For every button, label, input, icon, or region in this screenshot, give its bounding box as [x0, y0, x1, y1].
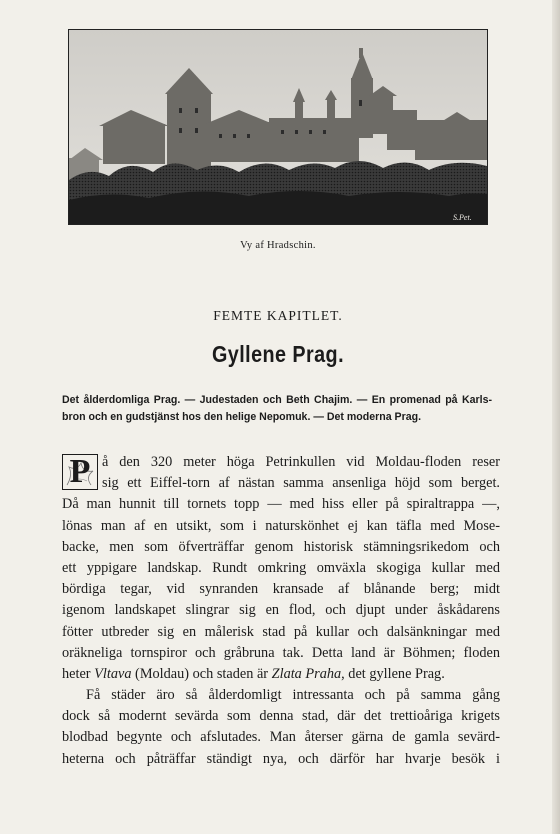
body-line-with-names	[62, 664, 500, 685]
body-line: heterna och påträffar ständigt nya, och därför har hvarje besök i	[62, 750, 500, 767]
czech-city-name: Zlata Praha	[271, 665, 342, 682]
body-line: lönas man af en utsikt, som i naturskönhet ej kan täfla med Mose-	[62, 517, 500, 534]
body-line: oräkneliga tornspiror och gråbruna tak. Detta land är Böhmen; floden	[62, 644, 500, 661]
body-line: blodbad begynte och afslutades. Man återser gärna de gamla sevärd-	[62, 729, 500, 746]
line-text: heter	[62, 665, 95, 682]
chapter-summary: Det ålderdomliga Prag. — Judestaden och Beth Chajim. — En promenad på Karls-bron och en gudstjänst hos den helige Nepomuk. — Det moderna Prag.	[62, 394, 492, 423]
chapter-title: Gyllene Prag.	[211, 341, 345, 367]
body-line: igenom landskapet slingrar sig en flod, och djupt under åskådarens	[62, 602, 500, 619]
body-line: bördiga tegar, vid synranden kransade af blånande berg; midt	[62, 581, 500, 598]
castle-engraving	[69, 30, 487, 224]
hradschin-illustration	[68, 29, 488, 225]
page-edge	[552, 0, 560, 834]
body-line: backe, men som öfverträffar genom historisk stämningsrikedom och	[62, 538, 500, 555]
body-line: dock så modernt sevärda som denna stad, där det trettioåriga krigets	[62, 708, 500, 725]
czech-river-name: Vltava	[94, 665, 132, 682]
body-line: sig ett Eiffel-torn af nästan samma ansenliga höjd som berget.	[102, 475, 500, 492]
engraver-signature: S.Pet.	[453, 213, 472, 222]
drop-cap-letter: P	[69, 453, 91, 490]
body-line: fötter utbreder sig en målerisk stad på kullar och dalsänkningar med	[62, 623, 500, 640]
line-text: (Moldau) och staden är	[131, 665, 272, 682]
body-line: Få städer äro så ålderdomligt intressanta och på samma gång	[86, 687, 500, 704]
body-line: Då man hunnit till tornets topp — med hiss eller på spiraltrappa —,	[62, 496, 500, 513]
body-line: å den 320 meter höga Petrinkullen vid Moldau-floden reser	[102, 454, 500, 470]
chapter-heading: FEMTE KAPITLET.	[213, 308, 343, 323]
first-paragraph-start	[62, 452, 500, 494]
line-text: , det gyllene Prag.	[341, 665, 445, 682]
body-line: ett yppigare landskap. Rundt omkring omväxla skogiga kullar med	[62, 559, 500, 576]
illustration-caption: Vy af Hradschin.	[240, 240, 316, 251]
body-text	[62, 452, 500, 770]
drop-cap	[62, 454, 98, 490]
